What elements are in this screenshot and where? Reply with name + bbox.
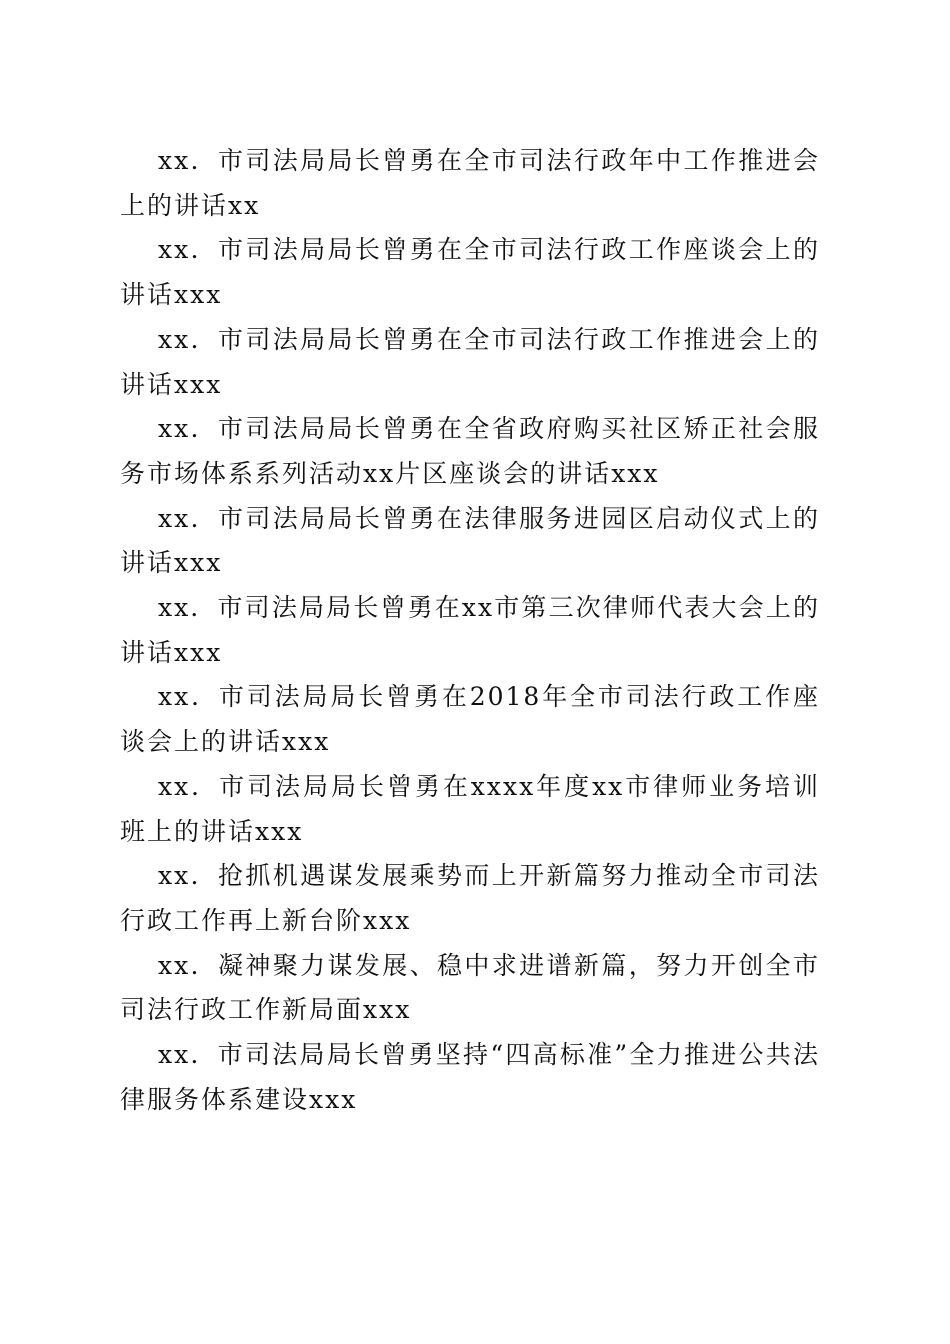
list-item: xx．市司法局局长曾勇在全省政府购买社区矫正社会服务市场体系系列活动xx片区座谈会的讲话xxx — [120, 414, 820, 488]
speech-list — [120, 139, 820, 1122]
list-item: xx．市司法局局长曾勇在xxxx年度xx市律师业务培训班上的讲话xxx — [120, 771, 820, 846]
list-item: xx．市司法局局长曾勇在全市司法行政工作推进会上的讲话xxx — [120, 324, 820, 399]
list-item: xx．市司法局局长曾勇坚持“四高标准”全力推进公共法律服务体系建设xxx — [120, 1040, 820, 1114]
list-item: xx．凝神聚力谋发展、稳中求进谱新篇，努力开创全市司法行政工作新局面xxx — [120, 950, 820, 1025]
list-item: xx．市司法局局长曾勇在全市司法行政年中工作推进会上的讲话xx — [120, 146, 820, 220]
list-item: xx．市司法局局长曾勇在xx市第三次律师代表大会上的讲话xxx — [120, 593, 820, 667]
list-item: xx．抢抓机遇谋发展乘势而上开新篇努力推动全市司法行政工作再上新台阶xxx — [120, 861, 820, 935]
list-item: xx．市司法局局长曾勇在全市司法行政工作座谈会上的讲话xxx — [120, 235, 820, 310]
list-item: xx．市司法局局长曾勇在2018年全市司法行政工作座谈会上的讲话xxx — [120, 682, 820, 757]
list-item: xx．市司法局局长曾勇在法律服务进园区启动仪式上的讲话xxx — [120, 503, 820, 578]
